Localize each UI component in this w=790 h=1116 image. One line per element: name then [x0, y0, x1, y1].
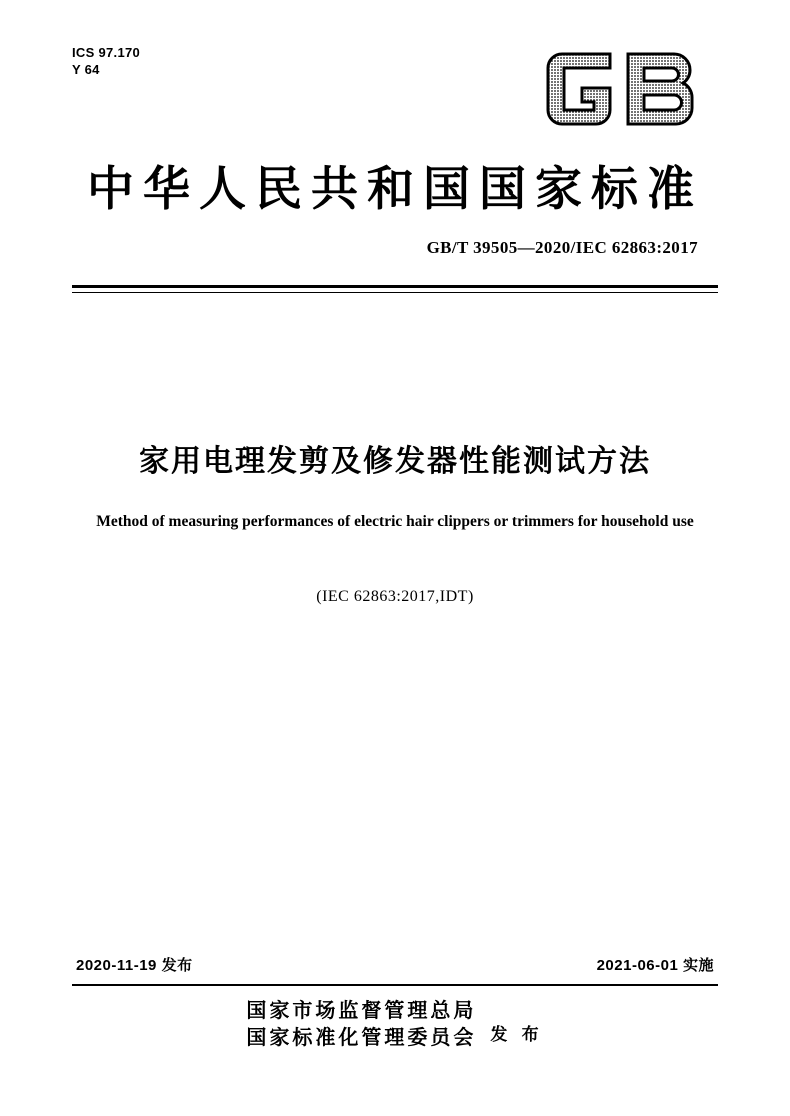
issue-verb: 发 布	[490, 1024, 544, 1044]
divider-footer	[72, 984, 718, 986]
issue-date: 2020-11-19 发布	[76, 957, 193, 974]
divider-thin	[72, 292, 718, 293]
divider-thick	[72, 285, 718, 288]
classification-code: Y 64	[72, 62, 100, 77]
issuer-line-2: 国家标准化管理委员会	[246, 1027, 477, 1049]
gb-logo	[542, 48, 712, 130]
issuer-names	[246, 998, 476, 1052]
document-title-chinese: 家用电理发剪及修发器性能测试方法	[139, 445, 651, 478]
standard-number: GB/T 39505—2020/IEC 62863:2017	[426, 238, 698, 257]
document-title-english: Method of measuring performances of electric hair clippers or trimmers for household use	[96, 513, 694, 530]
national-standard-title: 中华人民共和国国家标准	[87, 164, 703, 216]
ics-block	[72, 44, 140, 78]
ics-code: ICS 97.170	[72, 45, 141, 60]
implementation-date: 2021-06-01 实施	[596, 957, 714, 974]
issuer-line-1: 国家市场监督管理总局	[246, 1000, 477, 1022]
issuing-authorities	[0, 998, 790, 1052]
equivalent-standard-note: (IEC 62863:2017,IDT)	[316, 588, 474, 605]
